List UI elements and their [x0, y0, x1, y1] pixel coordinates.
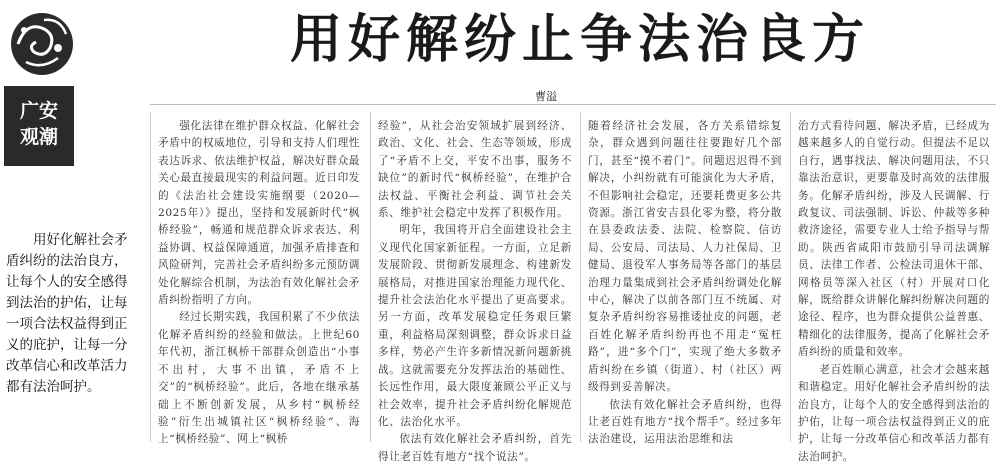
article-column-1	[158, 118, 360, 444]
paragraph: 治方式看待问题、解决矛盾，已经成为越来越多人的自觉行动。但提法不足以自行，遇事找法、解决问题用法，不只靠法治意识，更要靠及时高效的法律服务。化解矛盾纠纷，涉及人民调解、行政复议、司法强制、诉讼、仲裁等多种救济途径，需要专业人士给予指导与帮助。陕西省咸阳市鼓励引导司法调解员、法律工作者、公检法司退休干部、网格员等深入社区（村）开展对口化解，既给群众讲解化解纠纷解决问题的途径、程序，也为群众提供公益普惠、精细化的法律服务，提高了化解社会矛盾纠纷的质量和效率。	[798, 120, 990, 359]
swirl-logo-icon	[6, 4, 78, 78]
paragraph: 经验”，从社会治安领域扩展到经济、政治、文化、社会、生态等领域，形成了“矛盾不上交，平安不出事，服务不缺位”的新时代“枫桥经验”，在维护合法权益、平衡社会利益、调节社会关系、维护社会稳定中发挥了积极作用。	[378, 120, 572, 220]
author-byline: 曹溢	[535, 90, 557, 103]
column-divider	[150, 112, 151, 442]
paragraph: 依法有效化解社会矛盾纠纷，也得让老百姓有地方“找个帮手”。经过多年法治建设，运用法治思维和法	[588, 398, 782, 446]
paragraph: 老百姓顺心满意，社会才会越来越和谐稳定。用好化解社会矛盾纠纷的法治良方，让每个人的安全感得到法治的护佑，让每一项合法权益得到正义的庇护，让每一分改革信心和改革活力都有法治呵护。	[798, 363, 990, 463]
paragraph: 依法有效化解社会矛盾纠纷，首先得让老百姓有地方“找个说法”。	[378, 433, 572, 463]
column-divider	[370, 112, 371, 442]
paragraph: 强化法律在维护群众权益、化解社会矛盾中的权威地位，引导和支持人们理性表达诉求、依法维护权益，解决好群众最关心最直接最现实的利益问题。近日印发的《法治社会建设实施纲要（2020—2025年）》提出，坚持和发展新时代“枫桥经验”，畅通和规范群众诉求表达、利益协调、权益保障通道，加强矛盾排查和风险研判，完善社会矛盾纠纷多元预防调处化解综合机制，为法治有效化解社会矛盾纠纷指明了方向。	[158, 120, 360, 307]
column-divider	[790, 112, 791, 442]
column-divider	[580, 112, 581, 442]
article-column-4	[798, 118, 990, 463]
column-tag	[4, 86, 74, 166]
paragraph: 随着经济社会发展，各方关系错综复杂，群众遇到问题往往要跑好几个部门，甚至“摸不着门”。问题迟迟得不到解决，小纠纷就有可能演化为大矛盾，不但影响社会稳定，还要耗费更多公共资源。浙江省安吉县化零为整，将分散在县委政法委、法院、检察院、信访局、公安局、司法局、人力社保局、卫健局、退役军人事务局等各部门的基层治理力量集成到社会矛盾纠纷调处化解中心，解决了以前各部门互不统属、对复杂矛盾纠纷容易推诿扯皮的问题，老百姓化解矛盾纠纷再也不用走“冤枉路”，进“多个门”，实现了绝大多数矛盾纠纷在乡镇（街道）、村（社区）两级得到妥善解决。	[588, 120, 782, 394]
header-divider	[150, 104, 996, 105]
column-tag-line2: 观潮	[19, 126, 58, 148]
article-column-3	[588, 118, 782, 444]
paragraph: 明年，我国将开启全面建设社会主义现代化国家新征程。一方面，立足新发展阶段、贯彻新发展理念、构建新发展格局，对推进国家治理能力现代化、提升社会法治化水平提出了更高要求。另一方面，改革发展稳定任务艰巨繁重，利益格局深刻调整，群众诉求日益多样，势必产生许多新情况新问题新挑战。这就需要充分发挥法治的基础性、长远性作用，最大限度兼顾公平正义与社会效率，提升社会矛盾纠纷化解规范化、法治化水平。	[378, 224, 572, 428]
paragraph: 经过长期实践，我国积累了不少依法化解矛盾纠纷的经验和做法。上世纪60年代初，浙江枫桥干部群众创造出“小事不出村，大事不出镇，矛盾不上交”的“枫桥经验”。此后，各地在继承基础上不断创新发展，从乡村“枫桥经验”衍生出城镇社区“枫桥经验”、海上“枫桥经验”、网上“枫桥	[158, 311, 360, 446]
pull-quote: 用好化解社会矛盾纠纷的法治良方，让每个人的安全感得到法治的护佑，让每一项合法权益得到正义的庇护，让每一分改革信心和改革活力都有法治呵护。	[6, 232, 128, 395]
column-tag-line1: 广安	[19, 100, 58, 122]
headline: 用好解纷止争法治良方	[289, 9, 870, 70]
article-column-2	[378, 118, 572, 463]
